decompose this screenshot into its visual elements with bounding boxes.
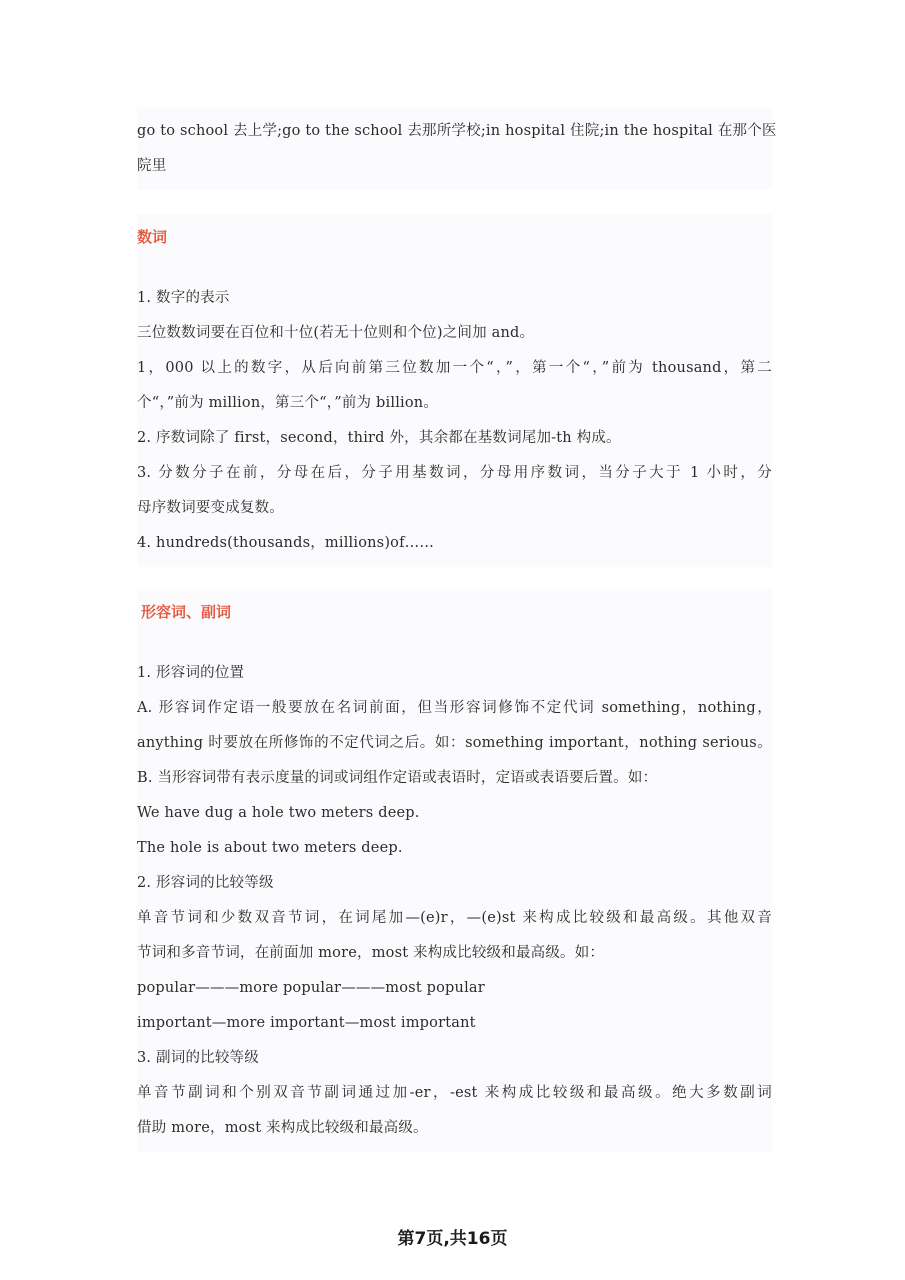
text-line: 借助 more，most 来构成比较级和最高级。 — [137, 1120, 428, 1136]
text-line: important—more important—most important — [137, 1015, 476, 1031]
section-heading: 数词 — [137, 228, 168, 246]
text-line: 1. 形容词的位置 — [137, 665, 245, 681]
text-line: 2. 序数词除了 first，second，third 外，其余都在基数词尾加-th 构成。 — [137, 430, 621, 446]
text-line: 母序数词要变成复数。 — [137, 500, 284, 516]
text-line: 个“，”前为 million，第三个“，”前为 billion。 — [137, 395, 439, 411]
text-line: 节词和多音节词，在前面加 more，most 来构成比较级和最高级。如： — [137, 945, 605, 961]
intro-block — [137, 108, 777, 190]
text-line: A. 形容词作定语一般要放在名词前面，但当形容词修饰不定代词 something，nothing， — [137, 700, 772, 716]
text-line: 院里 — [137, 158, 167, 174]
text-line: popular———more popular———most popular — [137, 980, 485, 996]
text-line: 1. 数字的表示 — [137, 290, 230, 306]
document-body — [137, 108, 777, 1152]
text-line: The hole is about two meters deep. — [137, 840, 403, 856]
text-line: go to school 去上学;go to the school 去那所学校;in hospital 住院;in the hospital 在那个医 — [137, 123, 777, 139]
numerals-section — [137, 214, 772, 567]
text-line: 单音节副词和个别双音节副词通过加-er，-est 来构成比较级和最高级。绝大多数副词 — [137, 1085, 772, 1101]
text-line: 2. 形容词的比较等级 — [137, 875, 274, 891]
text-line: anything 时要放在所修饰的不定代词之后。如：something important，nothing serious。 — [137, 735, 772, 751]
text-line: 三位数数词要在百位和十位(若无十位则和个位)之间加 and。 — [137, 325, 535, 341]
text-line: 3. 分数分子在前，分母在后，分子用基数词，分母用序数词，当分子大于 1 小时，分 — [137, 465, 772, 481]
text-line: 1，000 以上的数字，从后向前第三位数加一个“，”，第一个“，”前为 thousand，第二 — [137, 360, 772, 376]
text-line: 3. 副词的比较等级 — [137, 1050, 259, 1066]
text-line: 4. hundreds(thousands，millions)of…… — [137, 535, 435, 551]
text-line: 单音节词和少数双音节词，在词尾加—(e)r，—(e)st 来构成比较级和最高级。其他双音 — [137, 910, 772, 926]
adjectives-section — [137, 589, 772, 1152]
section-heading: 形容词、副词 — [141, 603, 232, 621]
text-line: B. 当形容词带有表示度量的词或词组作定语或表语时，定语或表语要后置。如： — [137, 770, 658, 786]
page-number: 第7页,共16页 — [397, 1229, 508, 1249]
text-line: We have dug a hole two meters deep. — [137, 805, 420, 821]
